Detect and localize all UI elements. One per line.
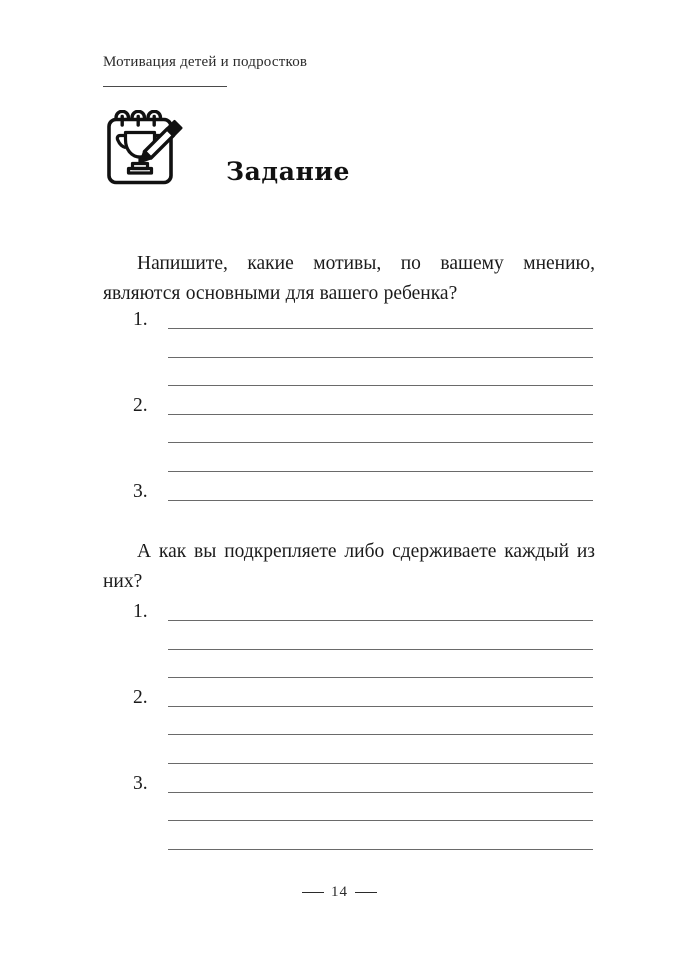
answer-write-rule[interactable] [168, 792, 593, 793]
answer-write-rule[interactable] [168, 620, 593, 621]
answer-write-rule[interactable] [168, 500, 593, 501]
page-number: 14 [331, 884, 348, 901]
answer-line-row[interactable] [0, 480, 679, 513]
answer-write-rule[interactable] [168, 442, 593, 443]
answer-line-number: 2. [133, 394, 148, 416]
answer-write-rule[interactable] [168, 763, 593, 764]
notepad-trophy-pencil-icon [100, 110, 196, 192]
answer-line-number: 1. [133, 309, 148, 330]
footer-dash-right-icon [355, 892, 377, 893]
answer-line-row[interactable] [0, 686, 679, 719]
answer-line-row[interactable] [0, 633, 679, 662]
header-divider-rule [103, 86, 227, 87]
answer-write-rule[interactable] [168, 677, 593, 678]
answer-line-row[interactable] [0, 804, 679, 833]
answer-write-rule[interactable] [168, 471, 593, 472]
answer-line-number: 3. [133, 480, 148, 502]
question-text-1: Напишите, какие мотивы, по вашему мнению, являются основными для вашего ребенка? [103, 253, 595, 304]
answer-write-rule[interactable] [168, 820, 593, 821]
answer-line-row[interactable] [0, 601, 679, 633]
answer-line-number: 2. [133, 686, 148, 708]
footer-dash-left-icon [302, 892, 324, 893]
answer-write-rule[interactable] [168, 328, 593, 329]
answer-write-rule[interactable] [168, 649, 593, 650]
answer-line-row[interactable] [0, 661, 679, 690]
answer-write-rule[interactable] [168, 414, 593, 415]
answer-line-row[interactable] [0, 394, 679, 427]
answer-write-rule[interactable] [168, 385, 593, 386]
answer-write-rule[interactable] [168, 357, 593, 358]
answer-write-rule[interactable] [168, 706, 593, 707]
answer-lines-block-1 [0, 309, 679, 512]
answer-line-number: 1. [133, 601, 148, 622]
running-header: Мотивация детей и подростков [103, 54, 308, 70]
answer-line-row[interactable] [0, 341, 679, 370]
answer-write-rule[interactable] [168, 849, 593, 850]
answer-line-number: 3. [133, 772, 148, 794]
page-footer [0, 884, 679, 901]
answer-line-row[interactable] [0, 833, 679, 862]
answer-line-row[interactable] [0, 369, 679, 398]
answer-write-rule[interactable] [168, 734, 593, 735]
question-text-2: А как вы подкрепляете либо сдерживаете каждый из них? [103, 541, 595, 592]
answer-line-row[interactable] [0, 772, 679, 805]
answer-lines-block-2 [0, 601, 679, 861]
answer-line-row[interactable] [0, 426, 679, 455]
answer-line-row[interactable] [0, 455, 679, 484]
task-heading: Задание [226, 157, 351, 186]
answer-line-row[interactable] [0, 747, 679, 776]
answer-line-row[interactable] [0, 718, 679, 747]
answer-line-row[interactable] [0, 309, 679, 341]
